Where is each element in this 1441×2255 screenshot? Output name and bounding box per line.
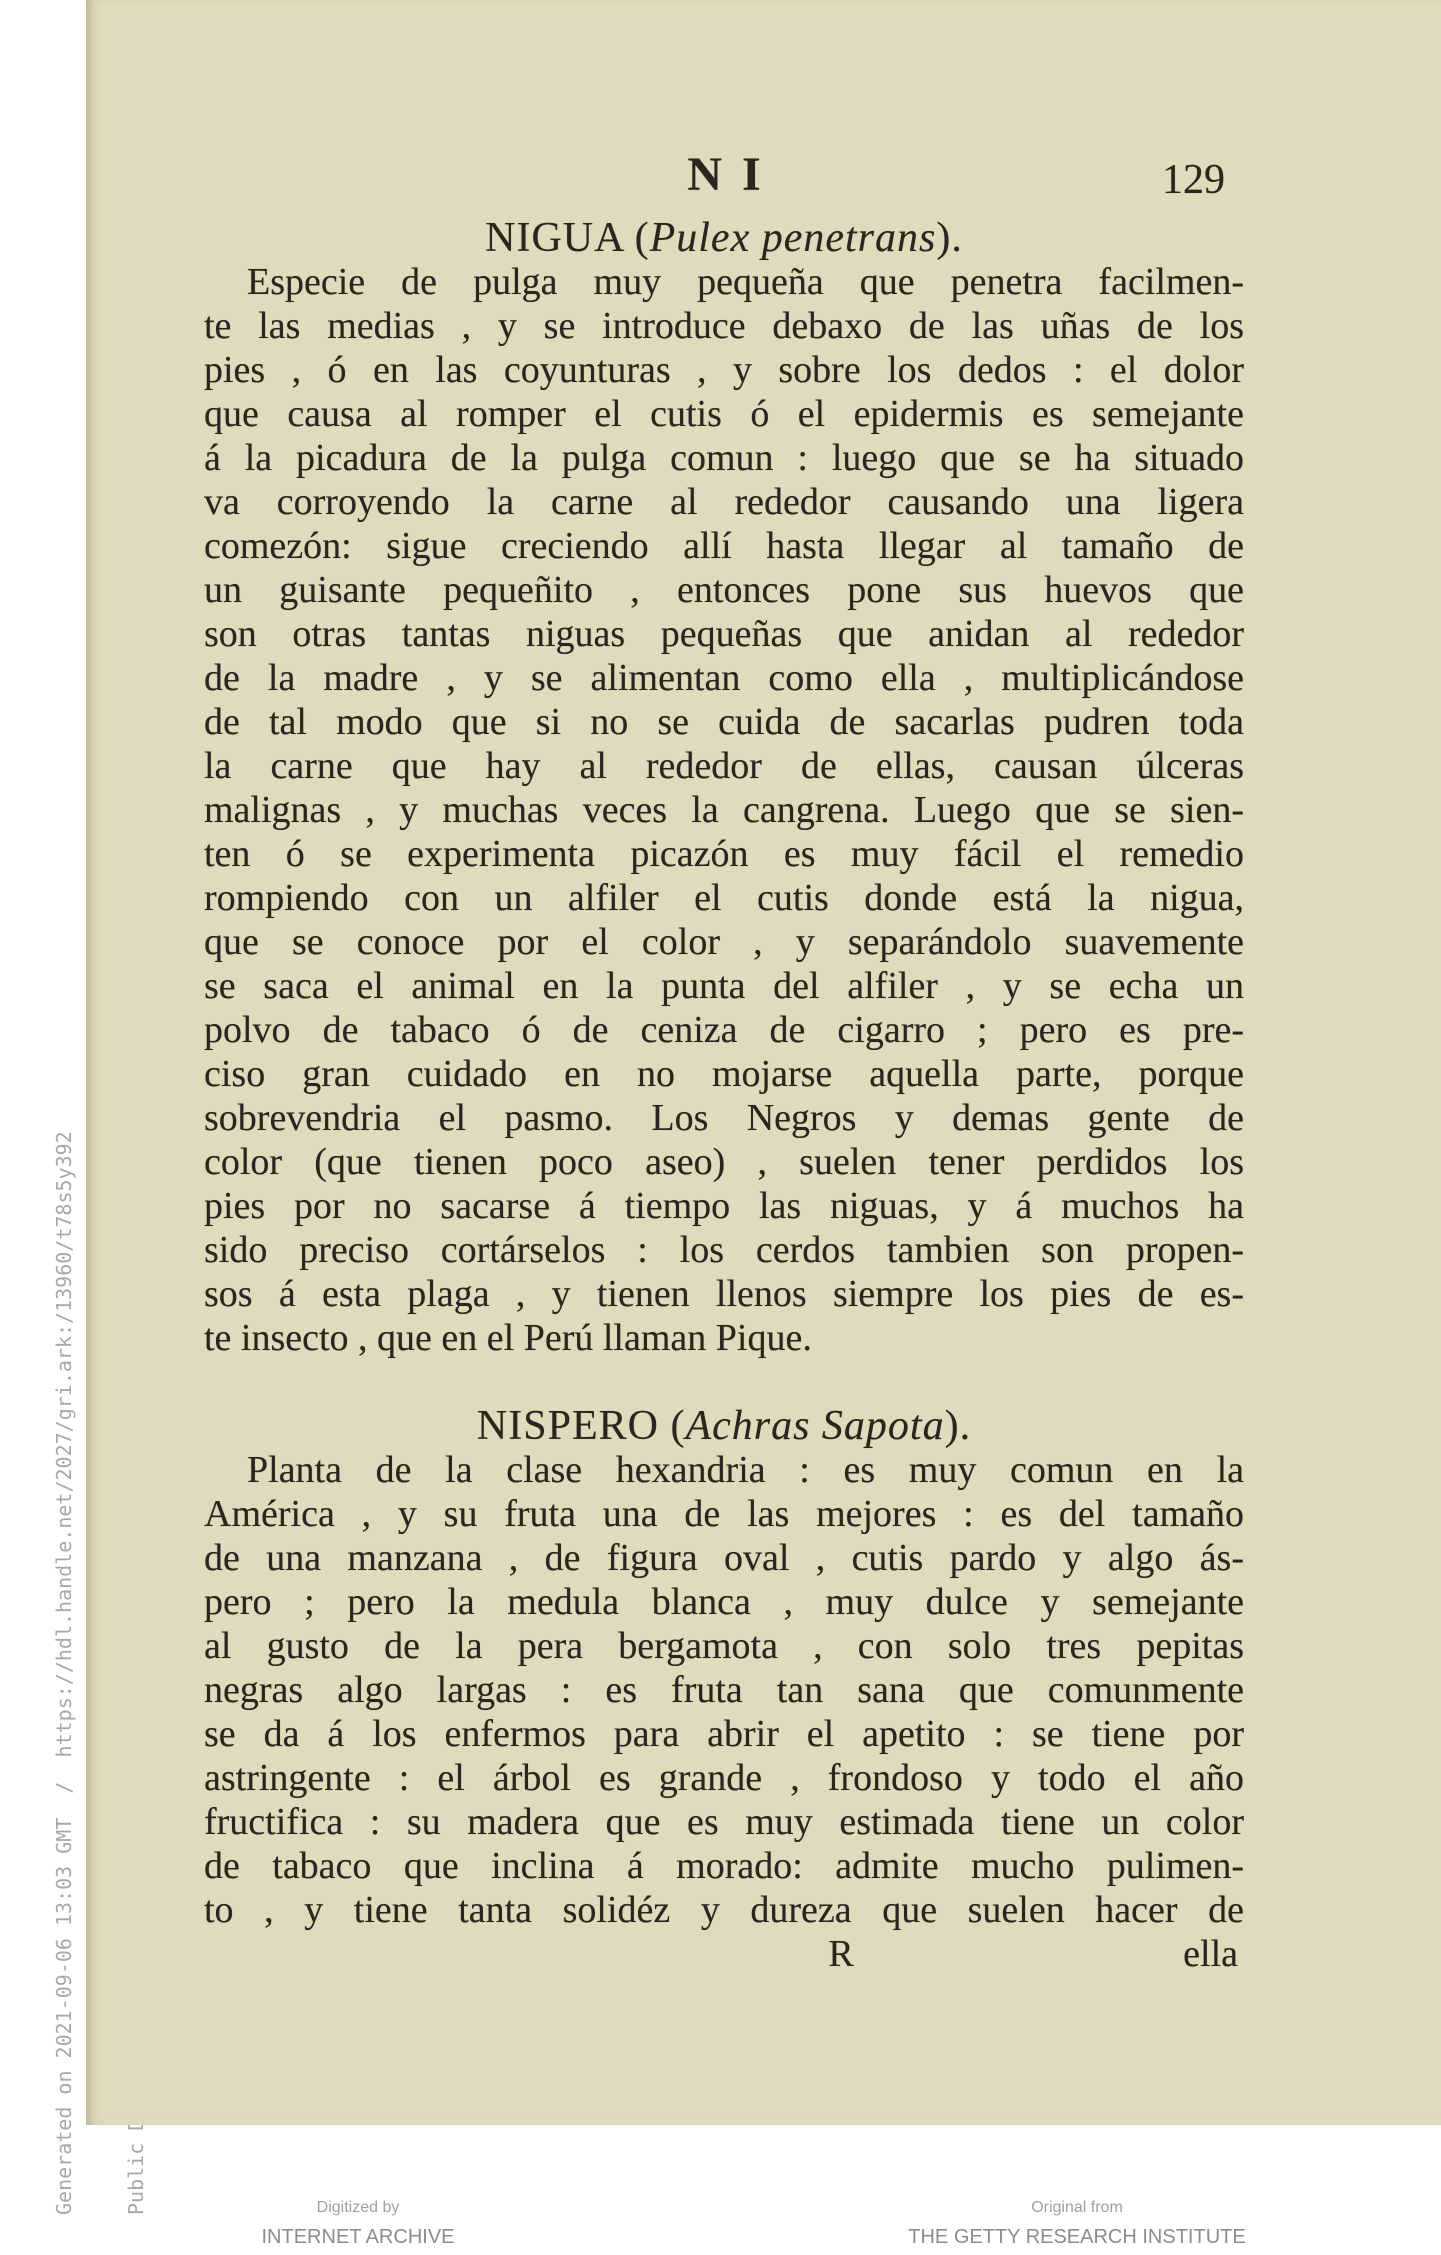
- text-line: te insecto , que en el Perú llaman Pique.: [204, 1317, 812, 1359]
- text-line: polvo de tabaco ó de ceniza de cigarro ; pero es pre-: [204, 1009, 1244, 1051]
- running-head: N I: [687, 148, 765, 201]
- page-text: [204, 216, 1244, 1976]
- original-from-caption: Original from: [1031, 2199, 1123, 2216]
- latin-name: Pulex penetrans: [649, 215, 937, 261]
- text-line: un guisante pequeñito , entonces pone sus huevos que: [204, 569, 1244, 611]
- digitized-by-caption: Digitized by: [316, 2199, 400, 2216]
- text-line: comezón: sigue creciendo allí hasta llegar al tamaño de: [204, 525, 1244, 567]
- watermark-generated-line: Generated on 2021-09-06 13:03 GMT / https://hdl.handle.net/2027/gri.ark:/13960/t78s5y392: [52, 1131, 76, 2215]
- text-line: pies , ó en las coyunturas , y sobre los dedos : el dolor: [204, 349, 1244, 391]
- text-line: Planta de la clase hexandria : es muy comun en la: [247, 1449, 1244, 1491]
- text-line: to , y tiene tanta solidéz y dureza que suelen hacer de: [204, 1889, 1244, 1931]
- text-line: ten ó se experimenta picazón es muy fácil el remedio: [204, 833, 1244, 875]
- text-line: pero ; pero la medula blanca , muy dulce y semejante: [204, 1581, 1244, 1623]
- text-line: que se conoce por el color , y separándolo suavemente: [204, 921, 1244, 963]
- text-line: sobrevendria el pasmo. Los Negros y demas gente de: [204, 1097, 1244, 1139]
- entry-heading: [204, 216, 1244, 260]
- text-line: astringente : el árbol es grande , frondoso y todo el año: [204, 1757, 1244, 1799]
- text-line: América , y su fruta una de las mejores : es del tamaño: [204, 1493, 1244, 1535]
- text-line: se da á los enfermos para abrir el apetito : se tiene por: [204, 1713, 1244, 1755]
- text-line: se saca el animal en la punta del alfiler , y se echa un: [204, 965, 1244, 1007]
- text-line: de la madre , y se alimentan como ella , multiplicándose: [204, 657, 1244, 699]
- page-foot-line: [204, 1932, 1244, 1976]
- entry-gap: [204, 1360, 1244, 1404]
- catchword: ella: [1183, 1933, 1238, 1975]
- heading-term: NIGUA (: [485, 215, 650, 261]
- signature-mark: R: [828, 1933, 854, 1975]
- text-line: color (que tienen poco aseo) , suelen tener perdidos los: [204, 1141, 1244, 1183]
- dictionary-entry-nigua: [204, 216, 1244, 1360]
- text-line: pies por no sacarse á tiempo las niguas, y á muchos ha: [204, 1185, 1244, 1227]
- heading-punctuation: ).: [936, 215, 963, 261]
- page-number: 129: [1162, 157, 1225, 203]
- scanned-page: [86, 0, 1441, 2125]
- text-line: fructifica : su madera que es muy estimada tiene un color: [204, 1801, 1244, 1843]
- entry-body: [204, 1448, 1244, 1932]
- heading-punctuation: ).: [944, 1403, 972, 1449]
- entry-body: [204, 260, 1244, 1360]
- getty-research-institute-logo-text: THE GETTY RESEARCH INSTITUTE: [908, 2226, 1246, 2248]
- text-line: malignas , y muchas veces la cangrena. Luego que se sien-: [204, 789, 1244, 831]
- text-line: Especie de pulga muy pequeña que penetra facilmen-: [247, 261, 1244, 303]
- text-line: la carne que hay al rededor de ellas, causan úlceras: [204, 745, 1244, 787]
- text-line: sos á esta plaga , y tienen llenos siempre los pies de es-: [204, 1273, 1244, 1315]
- text-line: á la picadura de la pulga comun : luego que se ha situado: [204, 437, 1244, 479]
- text-line: de tabaco que inclina á morado: admite mucho pulimen-: [204, 1845, 1244, 1887]
- text-line: al gusto de la pera bergamota , con solo tres pepitas: [204, 1625, 1244, 1667]
- text-line: que causa al romper el cutis ó el epidermis es semejante: [204, 393, 1244, 435]
- text-line: de una manzana , de figura oval , cutis pardo y algo ás-: [204, 1537, 1244, 1579]
- hathitrust-watermark: [4, 1065, 76, 2215]
- internet-archive-logo-text: INTERNET ARCHIVE: [261, 2226, 455, 2248]
- dictionary-entry-nispero: [204, 1404, 1244, 1932]
- text-line: sido preciso cortárselos : los cerdos tambien son propen-: [204, 1229, 1244, 1271]
- text-line: ciso gran cuidado en no mojarse aquella parte, porque: [204, 1053, 1244, 1095]
- text-line: de tal modo que si no se cuida de sacarlas pudren toda: [204, 701, 1244, 743]
- text-line: negras algo largas : es fruta tan sana que comunmente: [204, 1669, 1244, 1711]
- text-line: rompiendo con un alfiler el cutis donde está la nigua,: [204, 877, 1244, 919]
- text-line: son otras tantas niguas pequeñas que anidan al rededor: [204, 613, 1244, 655]
- text-line: te las medias , y se introduce debaxo de las uñas de los: [204, 305, 1244, 347]
- latin-name: Achras Sapota: [685, 1403, 945, 1449]
- entry-heading: [204, 1404, 1244, 1448]
- text-line: va corroyendo la carne al rededor causando una ligera: [204, 481, 1244, 523]
- heading-term: NISPERO (: [476, 1403, 686, 1449]
